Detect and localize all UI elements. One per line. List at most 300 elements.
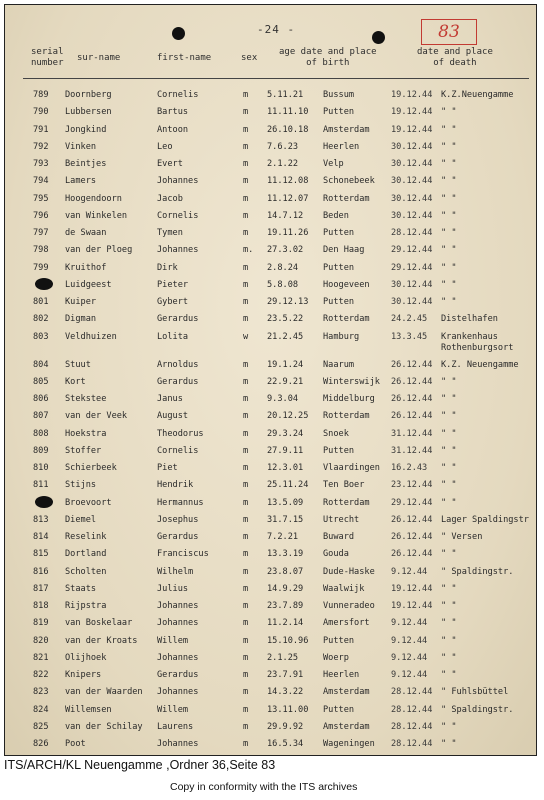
- birth-date: 20.12.25: [267, 411, 309, 422]
- birth-place: Amersfort: [323, 618, 370, 629]
- first-name: Bartus: [157, 107, 189, 118]
- birth-place: Bussum: [323, 90, 355, 100]
- death-date: 19.12.44: [391, 601, 433, 611]
- birth-date: 7.6.23: [267, 141, 299, 152]
- serial-number: 809: [33, 445, 49, 456]
- serial-number: 794: [33, 176, 49, 187]
- first-name: Johannes: [157, 176, 199, 187]
- first-name: Willem: [157, 635, 189, 646]
- birth-place: Naarum: [323, 359, 355, 370]
- table-row: [5, 175, 536, 192]
- death-date: 29.12.44: [391, 245, 433, 256]
- sex: m: [243, 652, 249, 663]
- first-name: Pieter: [157, 279, 189, 290]
- table-row: [5, 106, 536, 123]
- birth-date: 7.2.21: [267, 532, 299, 542]
- birth-date: 27.3.02: [267, 245, 304, 256]
- table-row: [5, 462, 536, 479]
- sex: m: [243, 262, 249, 273]
- birth-place: Putten: [323, 297, 355, 307]
- death-date: 19.12.44: [391, 124, 433, 135]
- death-place: " ": [441, 193, 457, 204]
- birth-place: Hamburg: [323, 331, 360, 342]
- death-date: 26.12.44: [391, 514, 433, 525]
- death-place: " ": [441, 107, 457, 118]
- death-date: 29.12.44: [391, 497, 433, 508]
- sex: m: [243, 376, 249, 387]
- table-row: [5, 686, 536, 703]
- header-firstname: first-name: [157, 53, 212, 63]
- death-place: " ": [441, 583, 457, 594]
- birth-place: Putten: [323, 635, 355, 646]
- death-date: 9.12.44: [391, 566, 428, 577]
- sex: m: [243, 532, 249, 542]
- death-date: 13.3.45: [391, 331, 428, 342]
- serial-number: 805: [33, 376, 49, 387]
- first-name: Johannes: [157, 687, 199, 698]
- birth-date: 19.11.26: [267, 228, 309, 238]
- sex: m: [243, 497, 249, 508]
- sex: m: [243, 394, 249, 404]
- first-name: Josephus: [157, 514, 199, 525]
- table-row: [5, 279, 536, 296]
- first-name: Johannes: [157, 601, 199, 611]
- table-row: [5, 738, 536, 755]
- serial-number: 810: [33, 463, 49, 473]
- death-date: 30.12.44: [391, 193, 433, 204]
- sex: m: [243, 463, 249, 473]
- surname: Kort: [65, 376, 86, 387]
- death-date: 28.12.44: [391, 704, 433, 715]
- table-row: [5, 331, 536, 359]
- sex: m: [243, 297, 249, 307]
- death-date: 29.12.44: [391, 262, 433, 273]
- serial-number: 819: [33, 618, 49, 629]
- surname: van der Ploeg: [65, 245, 133, 256]
- sex: m: [243, 141, 249, 152]
- header-surname: sur-name: [77, 53, 121, 63]
- surname: van Winkelen: [65, 210, 128, 221]
- surname: van der Veek: [65, 411, 128, 422]
- death-date: 28.12.44: [391, 228, 433, 238]
- surname: Beintjes: [65, 159, 107, 169]
- table-row: [5, 262, 536, 279]
- surname: Stijns: [65, 480, 97, 491]
- birth-place: Putten: [323, 445, 355, 456]
- birth-date: 31.7.15: [267, 514, 304, 525]
- birth-date: 11.12.07: [267, 193, 309, 204]
- death-date: 26.12.44: [391, 549, 433, 560]
- birth-place: Middelburg: [323, 394, 375, 404]
- sex: m: [243, 583, 249, 594]
- death-place: " ": [441, 445, 457, 456]
- birth-place: Snoek: [323, 428, 349, 439]
- serial-number: 790: [33, 107, 49, 118]
- death-date: 16.2.43: [391, 463, 428, 473]
- surname: de Swaan: [65, 228, 107, 238]
- serial-number: 804: [33, 359, 49, 370]
- first-name: August: [157, 411, 189, 422]
- surname: Kruithof: [65, 262, 107, 273]
- birth-place: Wageningen: [323, 739, 375, 749]
- first-name: Gerardus: [157, 314, 199, 325]
- table-row: [5, 669, 536, 686]
- birth-date: 11.12.08: [267, 176, 309, 187]
- serial-number: 797: [33, 228, 49, 238]
- first-name: Dirk: [157, 262, 178, 273]
- first-name: Johannes: [157, 618, 199, 629]
- serial-number: 796: [33, 210, 49, 221]
- death-place: " ": [441, 297, 457, 307]
- sex: m: [243, 228, 249, 238]
- death-date: 19.12.44: [391, 583, 433, 594]
- first-name: Cornelis: [157, 445, 199, 456]
- table-row: [5, 244, 536, 261]
- serial-number: 789: [33, 90, 49, 100]
- sex: m: [243, 411, 249, 422]
- birth-date: 22.9.21: [267, 376, 304, 387]
- serial-number: 826: [33, 739, 49, 749]
- surname: van der Kroats: [65, 635, 138, 646]
- death-date: 9.12.44: [391, 635, 428, 646]
- birth-place: Ten Boer: [323, 480, 365, 491]
- first-name: Johannes: [157, 652, 199, 663]
- death-date: 28.12.44: [391, 739, 433, 749]
- birth-date: 29.9.92: [267, 721, 304, 732]
- table-row: [5, 296, 536, 313]
- birth-date: 25.11.24: [267, 480, 309, 491]
- death-place: " Versen: [441, 532, 483, 542]
- serial-number: 825: [33, 721, 49, 732]
- first-name: Cornelis: [157, 90, 199, 100]
- birth-date: 2.1.25: [267, 652, 299, 663]
- serial-number: 806: [33, 394, 49, 404]
- surname: van der Waarden: [65, 687, 143, 698]
- first-name: Cornelis: [157, 210, 199, 221]
- birth-place: Buward: [323, 532, 355, 542]
- birth-date: 9.3.04: [267, 394, 299, 404]
- death-place: " ": [441, 159, 457, 169]
- serial-number: 820: [33, 635, 49, 646]
- death-date: 30.12.44: [391, 141, 433, 152]
- surname: Vinken: [65, 141, 97, 152]
- birth-date: 21.2.45: [267, 331, 304, 342]
- table-row: [5, 617, 536, 634]
- first-name: Gerardus: [157, 532, 199, 542]
- serial-number: 803: [33, 331, 49, 342]
- birth-place: Schonebeek: [323, 176, 375, 187]
- birth-place: Den Haag: [323, 245, 365, 256]
- surname: Digman: [65, 314, 97, 325]
- birth-date: 2.1.22: [267, 159, 299, 169]
- birth-place: Dude-Haske: [323, 566, 375, 577]
- punch-hole-left: [172, 27, 185, 40]
- serial-number: 795: [33, 193, 49, 204]
- surname: Dortland: [65, 549, 107, 560]
- surname: Reselink: [65, 532, 107, 542]
- table-row: [5, 445, 536, 462]
- first-name: Willem: [157, 704, 189, 715]
- table-row: [5, 410, 536, 427]
- serial-number: 807: [33, 411, 49, 422]
- table-row: [5, 376, 536, 393]
- header-death: date and place of death: [417, 47, 493, 68]
- sex: m: [243, 159, 249, 169]
- death-place: K.Z. Neuengamme: [441, 359, 519, 370]
- header-serial: serial number: [31, 47, 64, 68]
- sex: m: [243, 618, 249, 629]
- surname: Lubbersen: [65, 107, 112, 118]
- table-row: [5, 652, 536, 669]
- death-place: " Spaldingstr.: [441, 704, 514, 715]
- sex: m: [243, 670, 249, 680]
- death-place: " ": [441, 601, 457, 611]
- birth-place: Putten: [323, 107, 355, 118]
- first-name: Lolita: [157, 331, 189, 342]
- surname: Stekstee: [65, 394, 107, 404]
- first-name: Julius: [157, 583, 189, 594]
- death-place-line2: Rothenburgsort: [441, 342, 514, 353]
- death-date: 31.12.44: [391, 445, 433, 456]
- death-date: 26.12.44: [391, 359, 433, 370]
- birth-place: Gouda: [323, 549, 349, 560]
- surname: Scholten: [65, 566, 107, 577]
- first-name: Wilhelm: [157, 566, 194, 577]
- table-row: [5, 600, 536, 617]
- page-number: -24 -: [257, 23, 296, 36]
- death-date: 26.12.44: [391, 532, 433, 542]
- first-name: Johannes: [157, 739, 199, 749]
- death-date: 31.12.44: [391, 428, 433, 439]
- birth-date: 14.7.12: [267, 210, 304, 221]
- death-place: " ": [441, 411, 457, 422]
- serial-number: 811: [33, 480, 49, 491]
- death-place: " ": [441, 394, 457, 404]
- death-place: " ": [441, 245, 457, 256]
- death-place: " ": [441, 497, 457, 508]
- birth-place: Putten: [323, 262, 355, 273]
- table-row: [5, 210, 536, 227]
- surname: Stoffer: [65, 445, 102, 456]
- death-place: " ": [441, 721, 457, 732]
- sex: m: [243, 359, 249, 370]
- punch-hole-right: [372, 31, 385, 44]
- birth-place: Heerlen: [323, 670, 360, 680]
- serial-number: 799: [33, 262, 49, 273]
- death-date: 28.12.44: [391, 687, 433, 698]
- birth-place: Amsterdam: [323, 687, 370, 698]
- surname: van Boskelaar: [65, 618, 133, 629]
- birth-place: Utrecht: [323, 514, 360, 525]
- death-date: 30.12.44: [391, 297, 433, 307]
- sex: m: [243, 566, 249, 577]
- first-name: Johannes: [157, 245, 199, 256]
- sex: m: [243, 314, 249, 325]
- serial-number: 822: [33, 670, 49, 680]
- first-name: Evert: [157, 159, 183, 169]
- surname: Willemsen: [65, 704, 112, 715]
- birth-place: Putten: [323, 704, 355, 715]
- birth-place: Rotterdam: [323, 411, 370, 422]
- birth-place: Rotterdam: [323, 193, 370, 204]
- surname: Olijhoek: [65, 652, 107, 663]
- surname: Poot: [65, 739, 86, 749]
- sex: m: [243, 549, 249, 560]
- first-name: Jacob: [157, 193, 183, 204]
- death-place: " ": [441, 618, 457, 629]
- death-place: " ": [441, 549, 457, 560]
- death-date: 30.12.44: [391, 176, 433, 187]
- surname: Jongkind: [65, 124, 107, 135]
- table-row: [5, 313, 536, 330]
- birth-date: 23.7.89: [267, 601, 304, 611]
- surname: Doornberg: [65, 90, 112, 100]
- first-name: Leo: [157, 141, 173, 152]
- serial-number: 813: [33, 514, 49, 525]
- first-name: Hendrik: [157, 480, 194, 491]
- birth-date: 12.3.01: [267, 463, 304, 473]
- surname: Rijpstra: [65, 601, 107, 611]
- table-row: [5, 548, 536, 565]
- birth-date: 23.8.07: [267, 566, 304, 577]
- table-row: [5, 227, 536, 244]
- death-place: " ": [441, 428, 457, 439]
- birth-date: 19.1.24: [267, 359, 304, 370]
- birth-place: Putten: [323, 228, 355, 238]
- sex: m: [243, 428, 249, 439]
- serial-number: 792: [33, 141, 49, 152]
- death-date: 28.12.44: [391, 721, 433, 732]
- birth-date: 13.3.19: [267, 549, 304, 560]
- death-date: 23.12.44: [391, 480, 433, 491]
- death-date: 26.12.44: [391, 394, 433, 404]
- surname: Stuut: [65, 359, 91, 370]
- death-place: Lager Spaldingstr: [441, 514, 529, 525]
- birth-place: Woerp: [323, 652, 349, 663]
- death-date: 30.12.44: [391, 159, 433, 169]
- table-row: [5, 393, 536, 410]
- surname: Hoogendoorn: [65, 193, 122, 204]
- serial-number: 815: [33, 549, 49, 560]
- death-place: " ": [441, 463, 457, 473]
- death-place: " ": [441, 739, 457, 749]
- birth-date: 14.9.29: [267, 583, 304, 594]
- surname: Diemel: [65, 514, 97, 525]
- death-date: 9.12.44: [391, 670, 428, 680]
- sex: m: [243, 210, 249, 221]
- surname: Hoekstra: [65, 428, 107, 439]
- serial-number: 816: [33, 566, 49, 577]
- sex: m: [243, 90, 249, 100]
- sex: m: [243, 514, 249, 525]
- death-place: Krankenhaus: [441, 331, 498, 342]
- death-place: " ": [441, 652, 457, 663]
- death-date: 19.12.44: [391, 107, 433, 118]
- archive-stamp-number: 83: [421, 19, 477, 45]
- table-row: [5, 428, 536, 445]
- table-row: [5, 514, 536, 531]
- first-name: Gybert: [157, 297, 189, 307]
- birth-place: Amsterdam: [323, 124, 370, 135]
- sex: m: [243, 279, 249, 290]
- table-row: [5, 479, 536, 496]
- table-row: [5, 89, 536, 106]
- surname: Staats: [65, 583, 97, 594]
- birth-place: Beden: [323, 210, 349, 221]
- table-row: [5, 721, 536, 738]
- serial-number: 791: [33, 124, 49, 135]
- death-place: " Fuhlsbüttel: [441, 687, 509, 698]
- table-row: [5, 193, 536, 210]
- birth-date: 16.5.34: [267, 739, 304, 749]
- surname: Knipers: [65, 670, 102, 680]
- birth-date: 27.9.11: [267, 445, 304, 456]
- serial-number: 818: [33, 601, 49, 611]
- sex: m: [243, 107, 249, 118]
- serial-number: 793: [33, 159, 49, 169]
- death-place: " ": [441, 228, 457, 238]
- first-name: Piet: [157, 463, 178, 473]
- birth-date: 11.2.14: [267, 618, 304, 629]
- serial-number: 821: [33, 652, 49, 663]
- death-date: 30.12.44: [391, 279, 433, 290]
- serial-number: 801: [33, 297, 49, 307]
- birth-date: 13.5.09: [267, 497, 304, 508]
- birth-date: 11.11.10: [267, 107, 309, 118]
- serial-number: 798: [33, 245, 49, 256]
- surname: Schierbeek: [65, 463, 117, 473]
- death-place: " ": [441, 141, 457, 152]
- copy-notice: Copy in conformity with the ITS archives: [170, 781, 358, 793]
- sex: m: [243, 721, 249, 732]
- sex: m: [243, 687, 249, 698]
- table-row: [5, 566, 536, 583]
- death-date: 26.12.44: [391, 411, 433, 422]
- header-birth: age date and place of birth: [279, 47, 377, 68]
- serial-number: 808: [33, 428, 49, 439]
- sex: m: [243, 635, 249, 646]
- surname: Lamers: [65, 176, 97, 187]
- surname: Luidgeest: [65, 279, 112, 290]
- serial-number: 823: [33, 687, 49, 698]
- surname: Broevoort: [65, 497, 112, 508]
- birth-date: 13.11.00: [267, 704, 309, 715]
- death-place: " ": [441, 480, 457, 491]
- death-place: " ": [441, 670, 457, 680]
- serial-number: 802: [33, 314, 49, 325]
- first-name: Theodorus: [157, 428, 204, 439]
- first-name: Gerardus: [157, 670, 199, 680]
- first-name: Arnoldus: [157, 359, 199, 370]
- death-register-table: [5, 89, 536, 755]
- sex: w: [243, 331, 249, 342]
- sex: m: [243, 601, 249, 611]
- table-row: [5, 497, 536, 514]
- death-date: 24.2.45: [391, 314, 428, 325]
- death-date: 30.12.44: [391, 210, 433, 221]
- first-name: Laurens: [157, 721, 194, 732]
- serial-number: 824: [33, 704, 49, 715]
- table-row: [5, 359, 536, 376]
- sex: m.: [243, 245, 254, 256]
- birth-place: Winterswijk: [323, 376, 380, 387]
- birth-date: 14.3.22: [267, 687, 304, 698]
- birth-date: 2.8.24: [267, 262, 299, 273]
- sex: m: [243, 124, 249, 135]
- death-place: Distelhafen: [441, 314, 498, 325]
- table-row: [5, 531, 536, 548]
- birth-date: 29.3.24: [267, 428, 304, 439]
